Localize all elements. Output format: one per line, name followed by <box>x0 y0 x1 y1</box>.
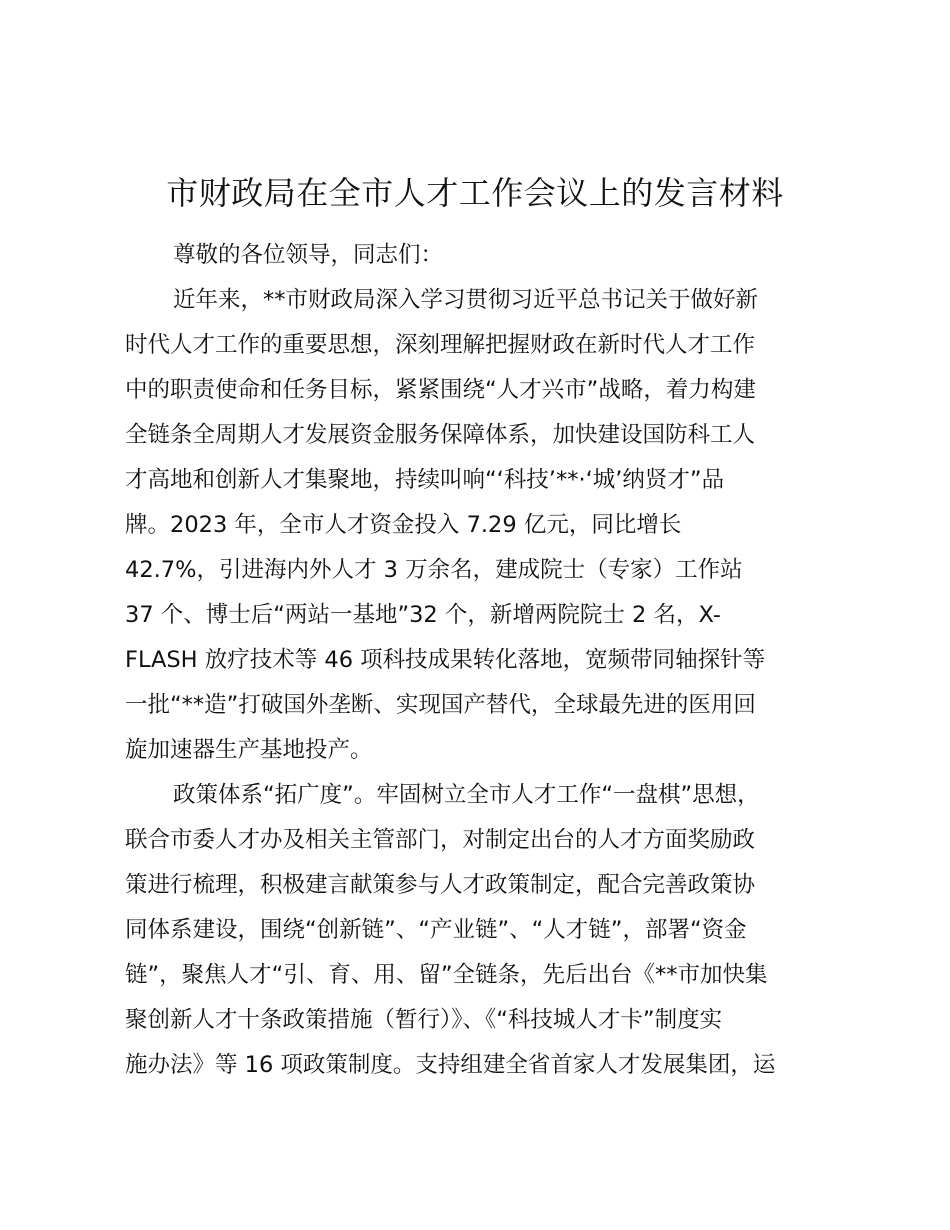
document-title: 市财政局在全市人才工作会议上的发言材料 <box>166 174 784 212</box>
paragraph-line: 同体系建设，围绕“创新链”、“产业链”、“人才链”，部署“资金 <box>125 917 747 943</box>
salutation-line: 尊敬的各位领导，同志们： <box>173 242 444 268</box>
paragraph-line: 策进行梳理，积极建言献策参与人才政策制定，配合完善政策协 <box>125 872 756 898</box>
paragraph-line: 中的职责使命和任务目标，紧紧围绕“人才兴市”战略，着力构建 <box>125 377 756 403</box>
paragraph-line: 政策体系“拓广度”。牢固树立全市人才工作“一盘棋”思想， <box>173 782 760 808</box>
document-body <box>125 233 845 1088</box>
paragraph-line: 37 个、博士后“两站一基地”32 个，新增两院院士 2 名，X- <box>125 602 721 628</box>
paragraph-line: 才高地和创新人才集聚地，持续叫响“‘科技’**·‘城’纳贤才”品 <box>125 467 725 493</box>
paragraph-line: 施办法》等 16 项政策制度。支持组建全省首家人才发展集团，运 <box>125 1052 776 1078</box>
paragraph-line: 联合市委人才办及相关主管部门，对制定出台的人才方面奖励政 <box>125 827 756 853</box>
paragraph-line: 牌。2023 年，全市人才资金投入 7.29 亿元，同比增长 <box>125 512 682 538</box>
paragraph-line: 时代人才工作的重要思想，深刻理解把握财政在新时代人才工作 <box>125 332 756 358</box>
paragraph-line: 42.7%，引进海内外人才 3 万余名，建成院士（专家）工作站 <box>125 557 743 583</box>
paragraph-line: FLASH 放疗技术等 46 项科技成果转化落地，宽频带同轴探针等 <box>125 647 766 673</box>
paragraph-line: 近年来，**市财政局深入学习贯彻习近平总书记关于做好新 <box>173 287 759 313</box>
paragraph-line: 全链条全周期人才发展资金服务保障体系，加快建设国防科工人 <box>125 422 756 448</box>
paragraph-line: 一批“**造”打破国外垄断、实现国产替代，全球最先进的医用回 <box>125 692 756 718</box>
paragraph-line: 旋加速器生产基地投产。 <box>125 737 373 763</box>
paragraph-line: 链”，聚焦人才“引、育、用、留”全链条，先后出台《**市加快集 <box>125 962 768 988</box>
paragraph-line: 聚创新人才十条政策措施（暂行）》、《“科技城人才卡”制度实 <box>125 1007 723 1033</box>
